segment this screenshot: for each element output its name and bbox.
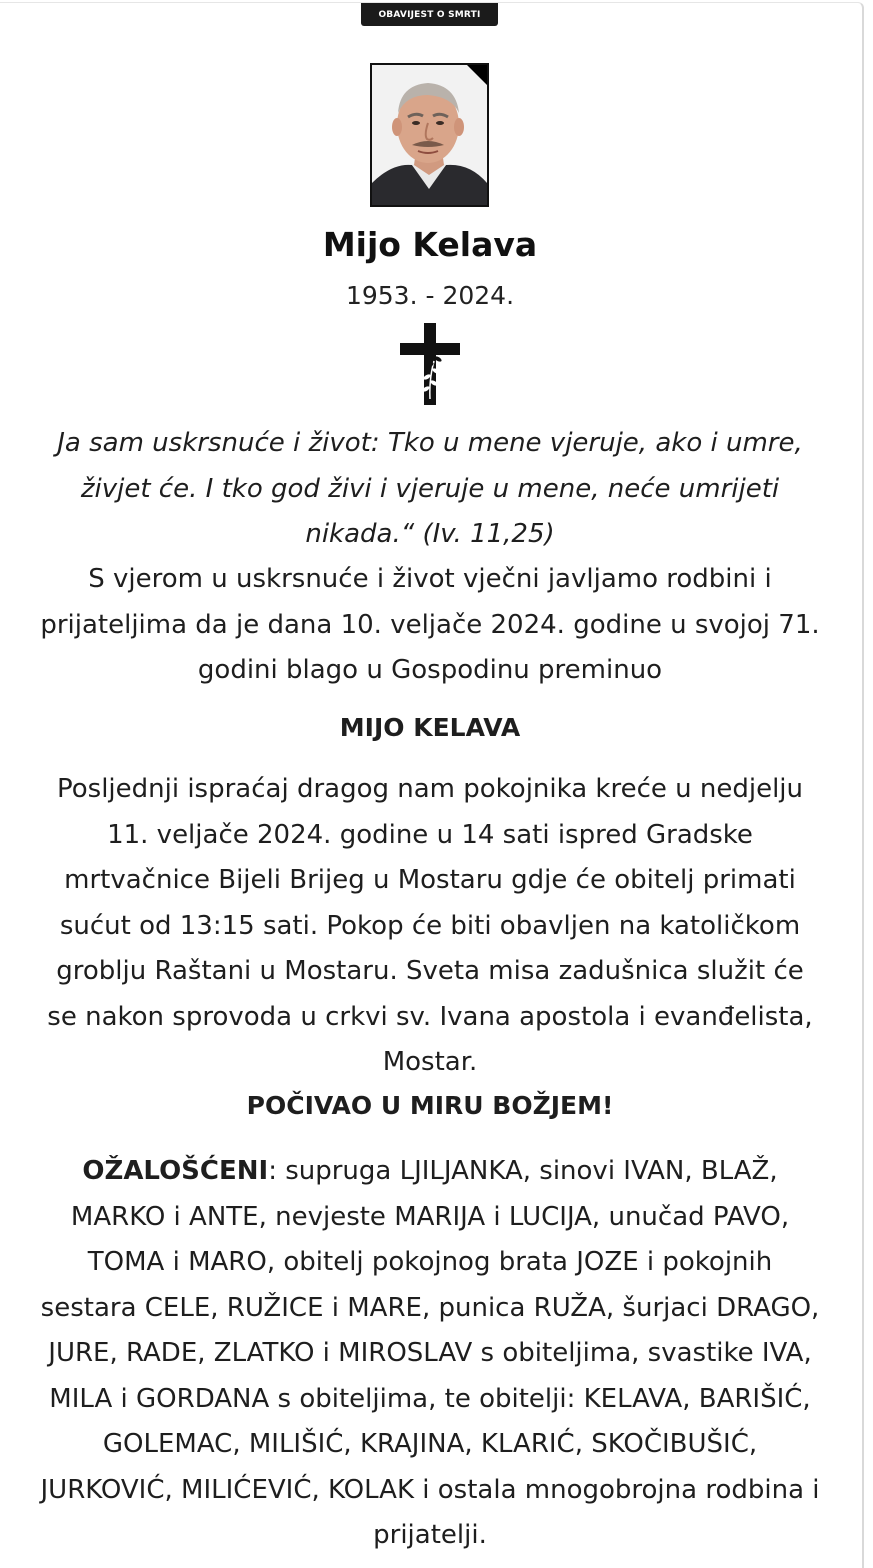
notice-badge: OBAVIJEST O SMRTI	[361, 3, 498, 26]
portrait-image	[372, 65, 487, 205]
obituary-card	[0, 2, 864, 1568]
deceased-name-caps: MIJO KELAVA	[339, 713, 521, 742]
mourners-list	[40, 1149, 820, 1559]
rest-in-peace: POČIVAO U MIRU BOŽJEM!	[246, 1091, 614, 1120]
life-years: 1953. - 2024.	[345, 281, 515, 310]
announcement-intro: S vjerom u uskrsnuće i život vječni javljamo rodbini i prijateljima da je dana 10. veljače 2024. godine u svojoj 71. godini blago u Gospodinu preminuo	[40, 564, 820, 685]
mourners-text: : supruga LJILJANKA, sinovi IVAN, BLAŽ, MARKO i ANTE, nevjeste MARIJA i LUCIJA, unučad PAVO, TOMA i MARO, obitelj pokojnog brata JOZE i pokojnih sestara CELE, RUŽICE i MARE, punica RUŽA, šurjaci DRAGO, JURE, RADE, ZLATKO i MIROSLAV s obiteljima, svastike IVA, MILA i GORDANA s obiteljima, te obitelji: KELAVA, BARIŠIĆ, GOLEMAC, MILIŠIĆ, KRAJINA, KLARIĆ, SKOČIBUŠIĆ, JURKOVIĆ, MILIĆEVIĆ, KOLAK i ostala mnogobrojna rodbina i prijatelji.	[40, 1156, 820, 1550]
funeral-details: Posljednji ispraćaj dragog nam pokojnika kreće u nedjelju 11. veljače 2024. godine u 14 sati ispred Gradske mrtvačnice Bijeli Brijeg u Mostaru gdje će obitelj primati sućut od 13:15 sati. Pokop će biti obavljen na katoličkom groblju Raštani u Mostaru. Sveta misa zadušnica služit će se nakon sprovoda u crkvi sv. Ivana apostola i evanđelista, Mostar.	[47, 774, 813, 1077]
portrait-photo	[370, 63, 489, 207]
mourners-label: OŽALOŠĆENI	[82, 1156, 269, 1186]
cross-with-olive-branch-icon	[400, 323, 460, 405]
deceased-name: Mijo Kelava	[322, 225, 538, 264]
scripture-quote: Ja sam uskrsnuće i život: Tko u mene vjeruje, ako i umre, živjet će. I tko god živi i vjeruje u mene, neće umrijeti nikada.“ (Iv. 11,25)	[57, 428, 803, 549]
